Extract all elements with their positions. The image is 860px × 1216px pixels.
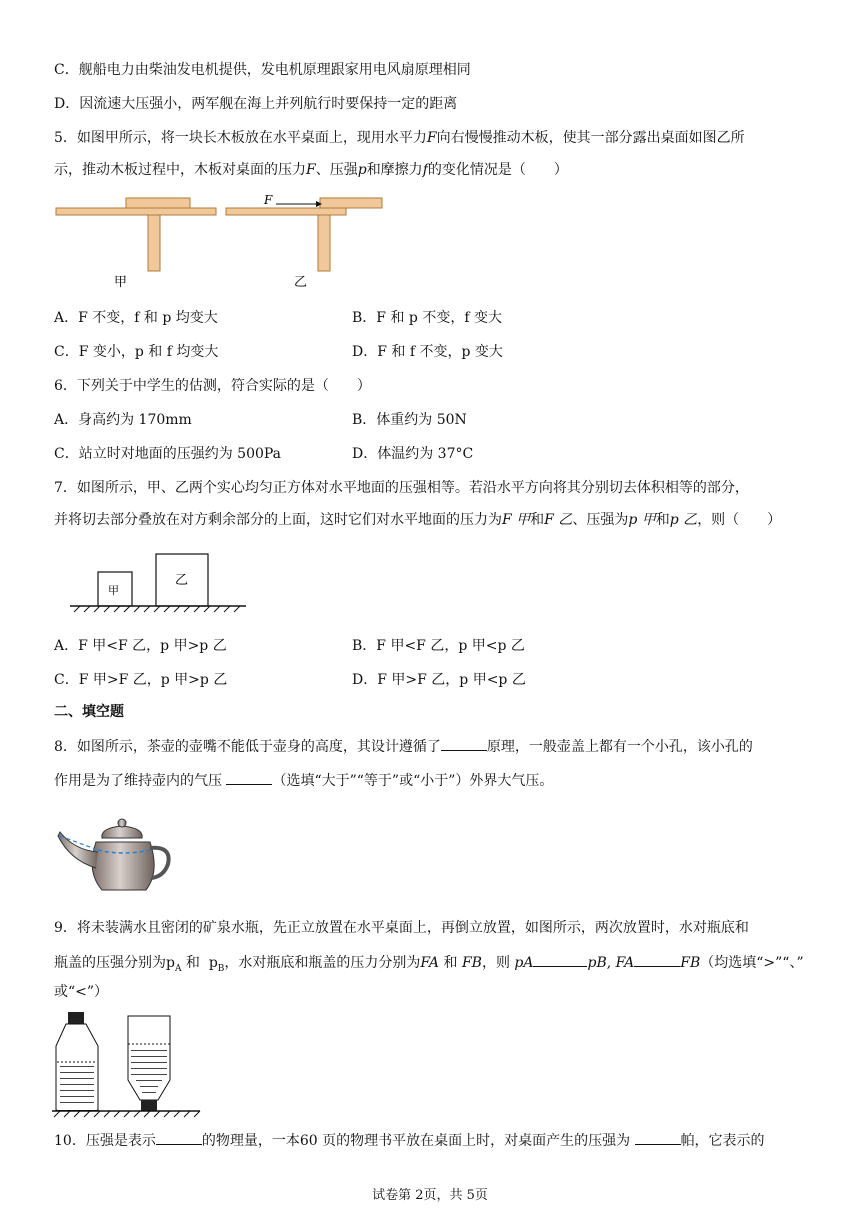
q5-force-label: F [264, 193, 273, 207]
q5-option-a: A．F 不变，f 和 p 均变大 [54, 310, 218, 326]
q7-block-yi-label: 乙 [175, 573, 189, 588]
q10-stem-line1: 10．压强是表示 的物理量，一本60 页的物理书平放在桌面上时，对桌面产生的压强为 帕，它表示的 [54, 1130, 765, 1151]
q5-stem-line2: 示，推动木板过程中，木板对桌面的压力F、压强p和摩擦力f的变化情况是（ ） [54, 162, 568, 178]
q6-option-c: C．站立时对地面的压强约为 500Pa [54, 446, 282, 462]
q4-option-d: D．因流速大压强小，两军舰在海上并列航行时要保持一定的距离 [54, 96, 458, 112]
section-heading-fill-in: 二、填空题 [54, 704, 124, 720]
q5-option-c: C．F 变小，p 和 f 均变大 [54, 344, 219, 360]
q7-stem-line1: 7．如图所示，甲、乙两个实心均匀正方体对水平地面的压强相等。若沿水平方向将其分别切去体积相等的部分， [54, 480, 749, 496]
q7-block-jia-label: 甲 [108, 584, 119, 597]
q5-option-b: B．F 和 p 不变，f 变大 [352, 310, 502, 326]
q7-option-c: C．F 甲>F 乙，p 甲>p 乙 [54, 672, 228, 688]
q5-label-jia: 甲 [114, 275, 128, 290]
q5-label-yi: 乙 [294, 275, 308, 290]
q5-stem-line1: 5．如图甲所示，将一块长木板放在水平桌面上，现用水平力F向右慢慢推动木板，使其一部分露出桌面如图乙所 [54, 130, 745, 146]
q7-stem-line2: 并将切去部分叠放在对方剩余部分的上面，这时它们对水平地面的压力为F 甲和F 乙、压强为p 甲和p 乙，则（ ） [54, 512, 782, 528]
q6-option-d: D．体温约为 37°C [352, 446, 474, 462]
q6-stem: 6．下列关于中学生的估测，符合实际的是（ ） [54, 378, 371, 394]
q7-option-b: B．F 甲<F 乙，p 甲<p 乙 [352, 638, 525, 654]
page-footer: 试卷第 2页，共 5页 [372, 1188, 488, 1203]
q6-option-b: B．体重约为 50N [352, 412, 467, 428]
q9-stem-line2: 瓶盖的压强分别为$p_A$ 和 $p_B$，水对瓶底和瓶盖的压力分别为FA 和 FB，则 pA pB, FA FB（均选填“>”“、” [54, 952, 804, 979]
teapot-figure [56, 812, 188, 898]
q6-option-a: A．身高约为 170mm [54, 412, 192, 428]
q5-figure [54, 190, 394, 300]
q7-figure [66, 548, 250, 614]
q9-stem-line1: 9．将未装满水且密闭的矿泉水瓶，先正立放置在水平桌面上，再倒立放置，如图所示，两次放置时，水对瓶底和 [54, 920, 749, 936]
q8-stem-line2: 作用是为了维持壶内的气压 （选填“大于”“等于”或“小于”）外界大气压。 [54, 770, 553, 791]
q5-option-d: D．F 和 f 不变，p 变大 [352, 344, 503, 360]
q7-option-d: D．F 甲>F 乙，p 甲<p 乙 [352, 672, 526, 688]
bottles-figure [50, 1010, 210, 1120]
q8-stem-line1: 8．如图所示，茶壶的壶嘴不能低于壶身的高度，其设计遵循了 原理，一般壶盖上都有一个小孔，该小孔的 [54, 736, 753, 757]
q7-option-a: A．F 甲<F 乙，p 甲>p 乙 [54, 638, 227, 654]
q9-stem-line3: 或“<”） [54, 984, 109, 1000]
q4-option-c: C．舰船电力由柴油发电机提供，发电机原理跟家用电风扇原理相同 [54, 62, 471, 78]
